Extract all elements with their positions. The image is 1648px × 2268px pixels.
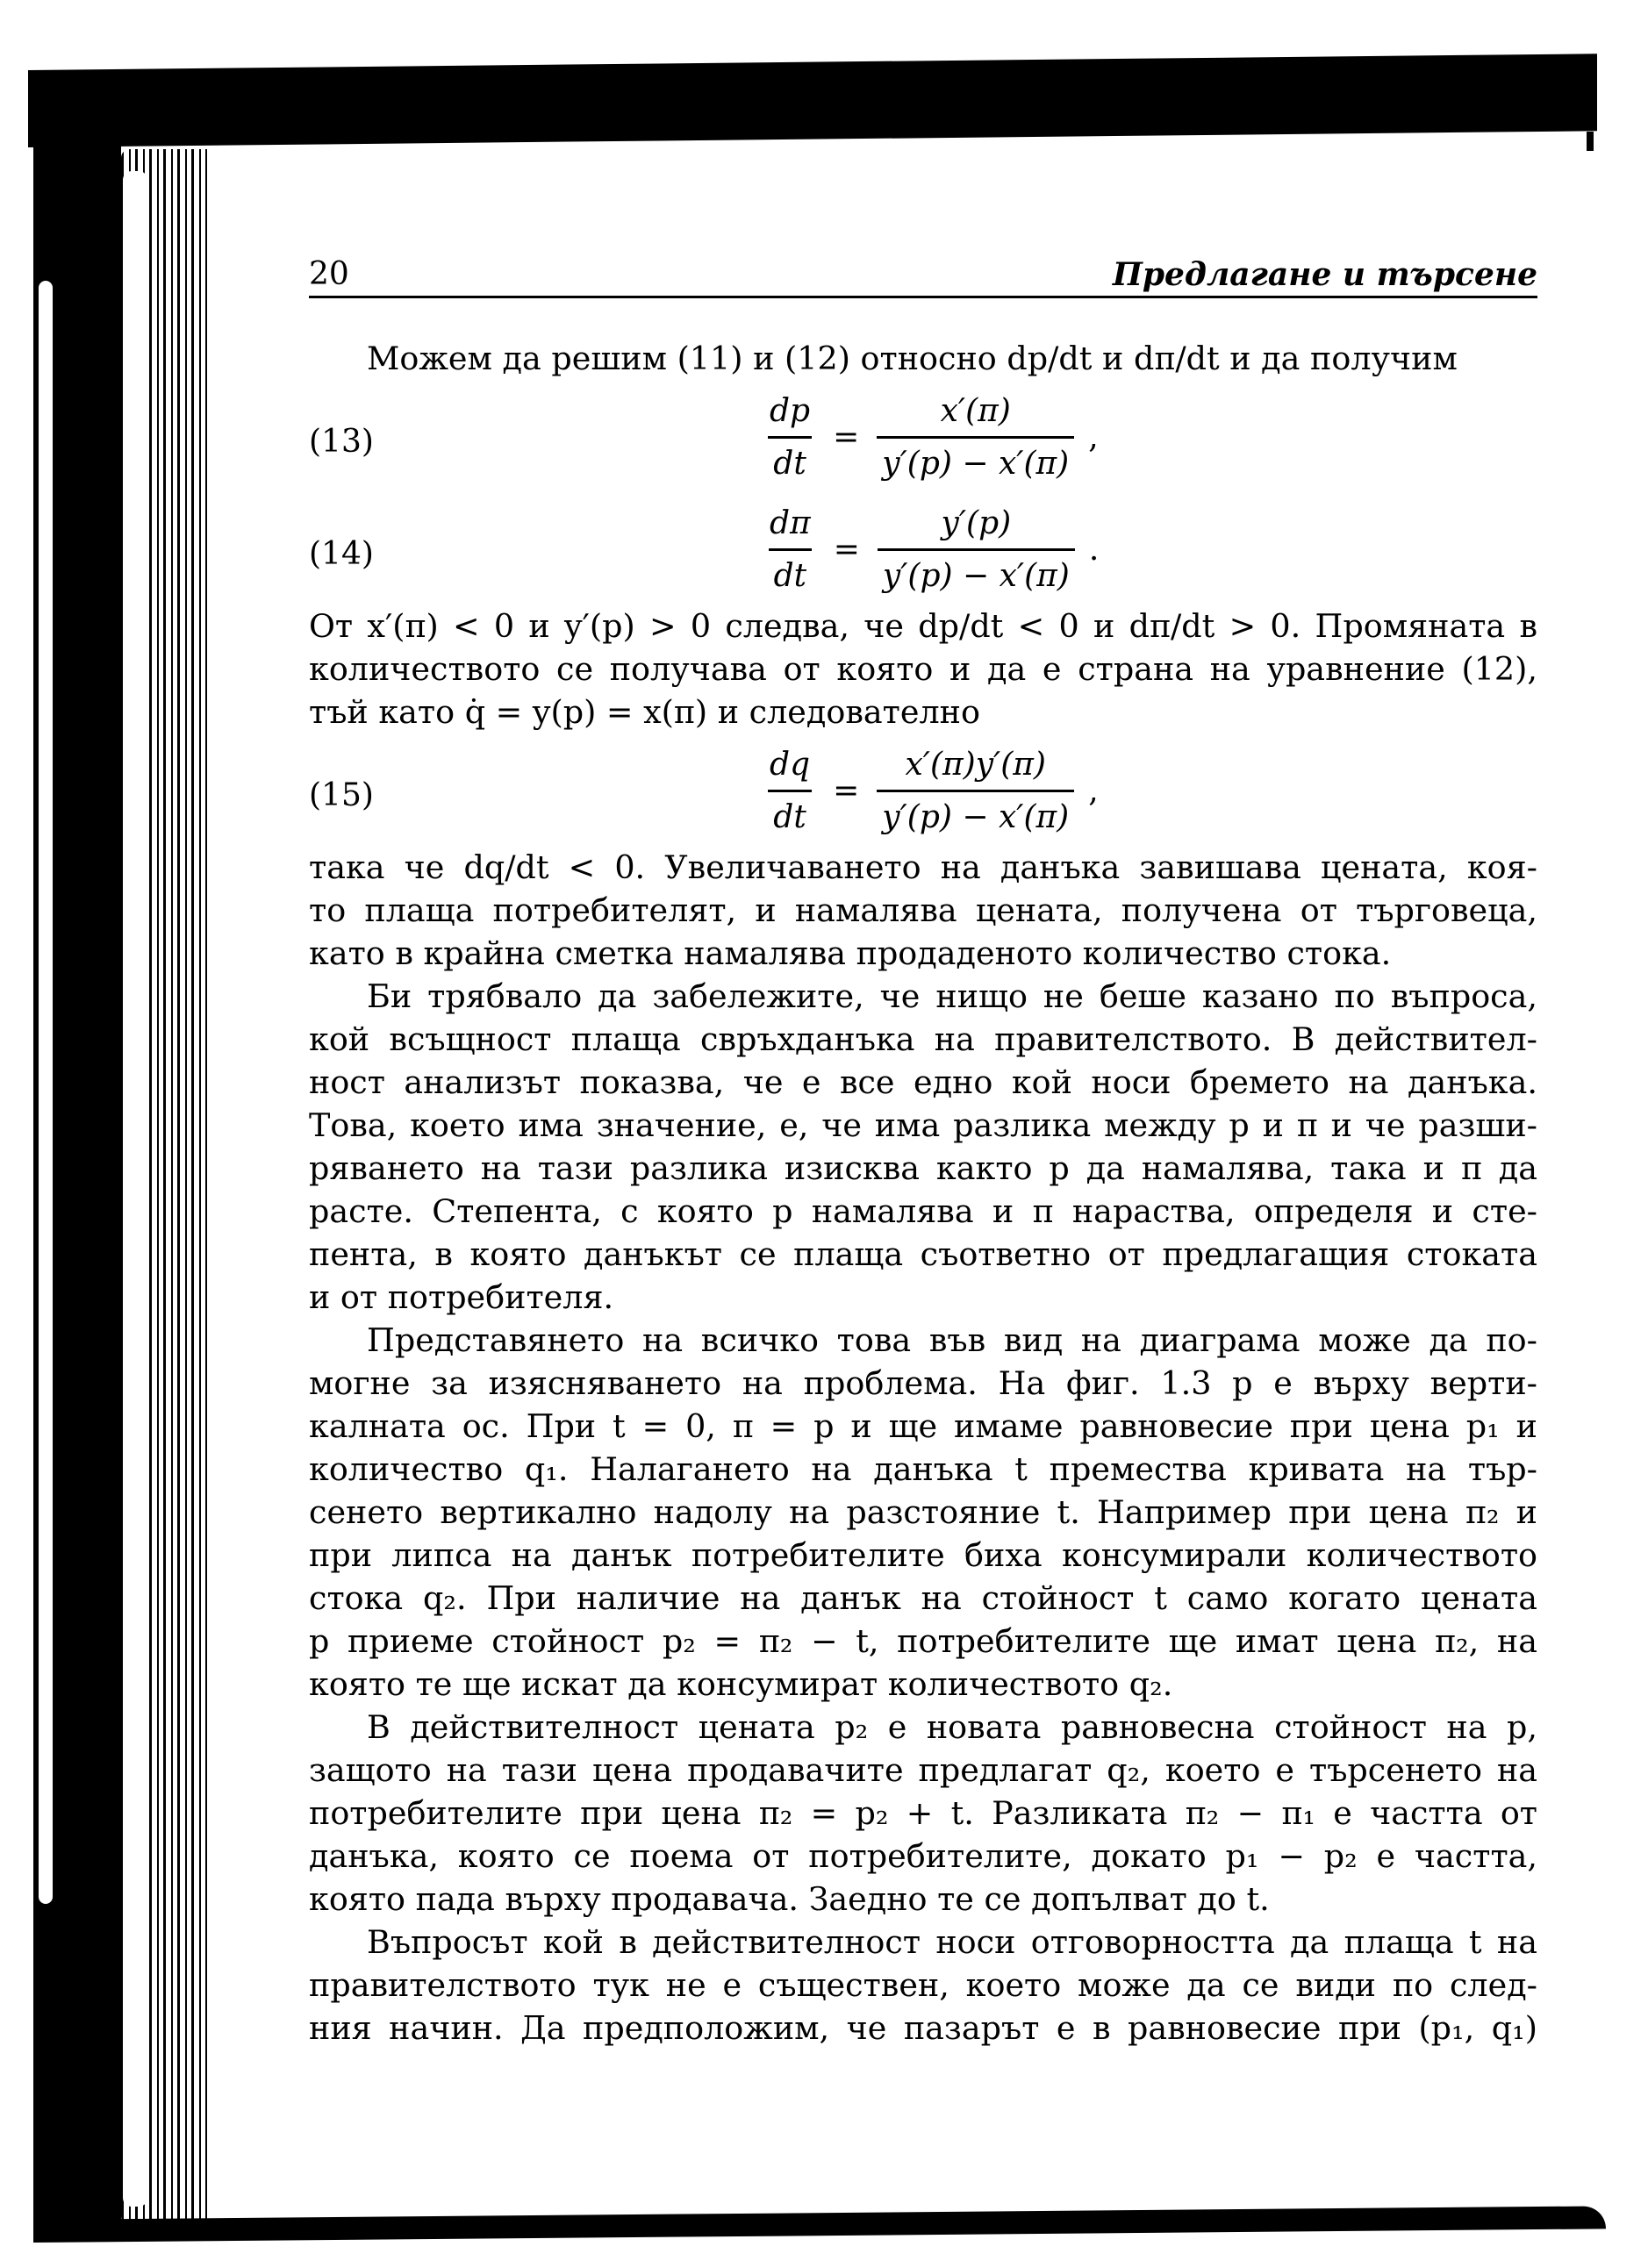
numerator: y′(p)	[941, 504, 1012, 541]
paragraph-4	[309, 1706, 1537, 1921]
equation-13	[309, 380, 1537, 492]
text-line: p приеме стойност p₂ = π₂ − t, потребителите ще имат цена π₂, на	[309, 1622, 1537, 1660]
equation-number: (15)	[309, 777, 374, 813]
fraction-lhs	[764, 743, 815, 839]
text-line: От x′(π) < 0 и y′(p) > 0 следва, че dp/dt < 0 и dπ/dt > 0. Промяната в	[309, 607, 1537, 645]
text-line: тъй като q̇ = y(p) = x(π) и следователно	[309, 693, 980, 731]
body-text	[309, 337, 1537, 2050]
paragraph-3	[309, 1319, 1537, 1706]
text-line: данъка, която се поема от потребителите, докато p₁ − p₂ е частта,	[309, 1837, 1537, 1875]
text-line: калната ос. При t = 0, π = p и ще имаме равновесие при цена p₁ и	[309, 1407, 1537, 1445]
text-line: която пада върху продавача. Заедно те се допълват до t.	[309, 1880, 1270, 1918]
text-line: количеството се получава от която и да е страна на уравнение (12),	[309, 650, 1537, 688]
fraction-lhs	[764, 390, 815, 485]
equation-14	[309, 492, 1537, 605]
text-line: Можем да решим (11) и (12) относно dp/dt и dπ/dt и да получим	[367, 340, 1458, 377]
equation-number: (13)	[309, 424, 374, 460]
text-line: потребителите при цена π₂ = p₂ + t. Разликата π₂ − π₁ е частта от	[309, 1794, 1537, 1832]
text-line: расте. Степента, с която p намалява и π нараства, определя и сте-	[309, 1192, 1537, 1230]
numerator: x′(π)	[940, 392, 1011, 429]
fraction-rhs	[877, 743, 1074, 839]
scan-border-corner	[1587, 132, 1594, 151]
numerator: x′(π)y′(π)	[905, 746, 1046, 783]
text-line: пента, в която данъкът се плаща съответно от предлагащия стоката	[309, 1235, 1537, 1273]
paragraph-continuation-2	[309, 846, 1537, 975]
equation-body	[759, 733, 1099, 848]
scan-highlight	[39, 281, 53, 1904]
paragraph-intro	[309, 337, 1537, 380]
denominator: y′(p) − x′(π)	[877, 790, 1074, 839]
text-line: ряването на тази разлика изисква както p да намалява, така и π да	[309, 1149, 1537, 1187]
denominator: dt	[769, 548, 813, 597]
text-line: ност анализът показва, че е все едно кой носи бремето на данъка.	[309, 1063, 1537, 1101]
text-line: при липса на данък потребителите биха консумирали количеството	[309, 1536, 1537, 1574]
text-line: като в крайна сметка намалява продаденото количество стока.	[309, 934, 1392, 972]
scan-border-bottom	[33, 2206, 1606, 2243]
equals-sign: =	[833, 531, 860, 568]
text-line: Би трябвало да забележите, че нищо не беше казано по въпроса,	[367, 977, 1537, 1015]
chapter-title: Предлагане и търсене	[1112, 256, 1537, 293]
punctuation: ,	[1088, 772, 1099, 809]
paragraph-5	[309, 1921, 1537, 2050]
equation-body	[759, 492, 1099, 606]
text-line: Това, което има значение, е, че има разлика между p и π и че разши-	[309, 1106, 1537, 1144]
text-line: правителството тук не е съществен, което може да се види по след-	[309, 1966, 1537, 2004]
text-line: така че dq/dt < 0. Увеличаването на данъка завишава цената, коя-	[309, 848, 1537, 886]
punctuation: .	[1088, 531, 1100, 568]
page-number: 20	[309, 256, 349, 292]
text-line: сенето вертикално надолу на разстояние t. Например при цена π₂ и	[309, 1493, 1537, 1531]
book-page	[309, 250, 1537, 2050]
equals-sign: =	[833, 772, 860, 809]
paragraph-continuation-1	[309, 605, 1537, 733]
book-page-gap	[123, 171, 147, 2207]
denominator: y′(p) − x′(π)	[877, 436, 1074, 485]
numerator: dπ	[770, 504, 811, 541]
punctuation: ,	[1088, 419, 1099, 455]
text-line: Въпросът кой в действителност носи отговорността да плаща t на	[367, 1923, 1537, 1961]
denominator: dt	[768, 790, 812, 839]
equation-15	[309, 733, 1537, 846]
equation-number: (14)	[309, 536, 374, 572]
running-head	[309, 250, 1537, 298]
numerator: dp	[770, 392, 811, 429]
text-line: то плаща потребителят, и намалява цената, получена от търговеца,	[309, 891, 1537, 929]
text-line: защото на тази цена продавачите предлагат q₂, което е търсенето на	[309, 1751, 1537, 1789]
fraction-rhs	[877, 390, 1074, 485]
paragraph-2	[309, 975, 1537, 1319]
fraction-rhs	[878, 502, 1075, 597]
equation-body	[759, 380, 1099, 494]
text-line: количество q₁. Налагането на данъка t премества кривата на тър-	[309, 1450, 1537, 1488]
text-line: кой всъщност плаща свръхданъка на правителството. В действител-	[309, 1020, 1537, 1058]
text-line: стока q₂. При наличие на данък на стойност t само когато цената	[309, 1579, 1537, 1617]
equals-sign: =	[833, 419, 860, 455]
text-line: Представянето на всичко това във вид на диаграма може да по-	[367, 1321, 1537, 1359]
denominator: y′(p) − x′(π)	[878, 548, 1075, 597]
text-line: В действителност цената p₂ е новата равновесна стойност на p,	[367, 1708, 1537, 1746]
fraction-lhs	[764, 502, 816, 597]
denominator: dt	[768, 436, 812, 485]
scan-border-top	[28, 54, 1597, 147]
text-line: и от потребителя.	[309, 1278, 614, 1316]
text-line: която те ще искат да консумират количеството q₂.	[309, 1665, 1173, 1703]
text-line: ния начин. Да предположим, че пазарът е в равновесие при (p₁, q₁)	[309, 2009, 1537, 2047]
text-line: могне за изясняването на проблема. На фиг. 1.3 p е върху верти-	[309, 1364, 1537, 1402]
numerator: dq	[770, 746, 811, 783]
